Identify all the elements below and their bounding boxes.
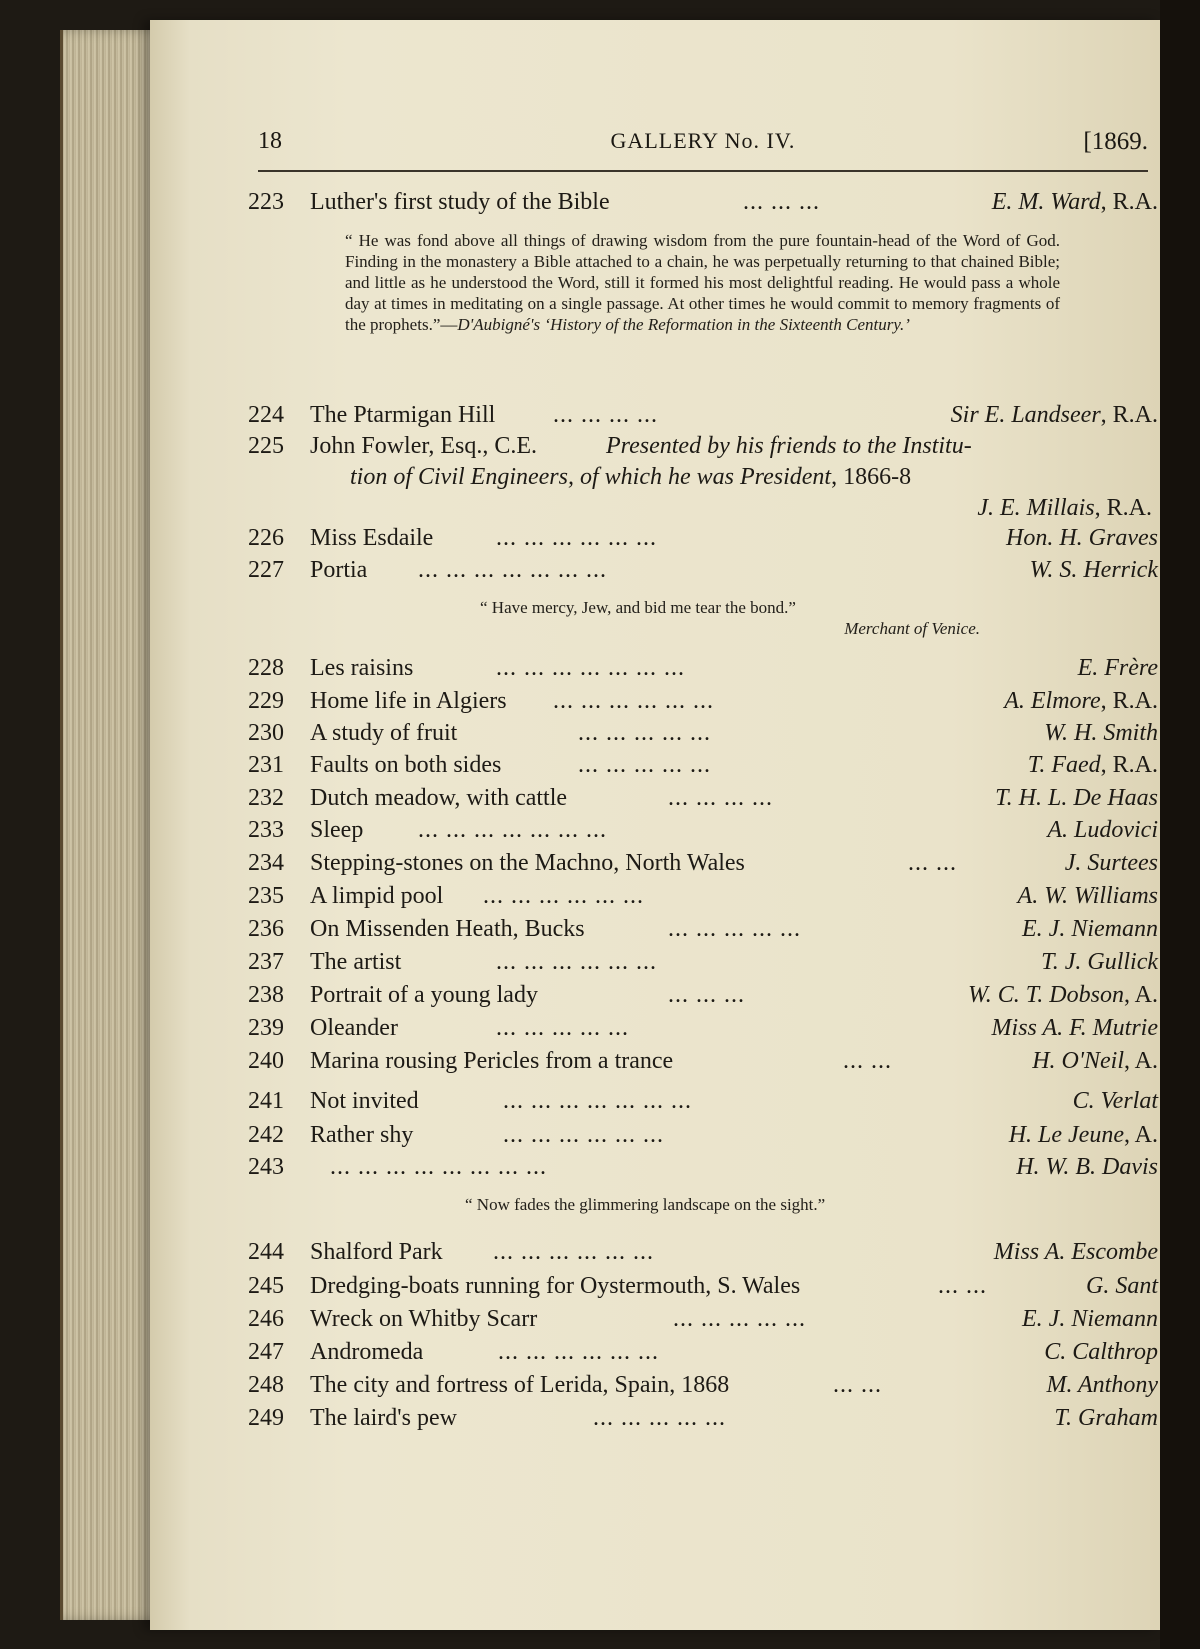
catalogue-entry [248,522,1158,554]
entry-artist: Miss A. F. Mutrie [991,1015,1158,1041]
entry-artist: H. O'Neil, A. [1032,1048,1158,1074]
entry-title: A limpid pool [310,883,444,909]
catalogue-entry [248,1119,1158,1151]
leader-dots: ... ... ... ... ... ... [498,1339,659,1365]
entry-title: A study of fruit [310,720,458,746]
entry-number: 233 [248,817,284,843]
quote-text: “ He was fond above all things of drawing wisdom from the pure fountain-head of the Word of God. Finding in the monastery a Bible attached to a chain, he was perpetually returning to that chained Bible; and little as he understood the Word, still it formed his most delightful reading. He would pass a whole day at times in meditating on a single passage. At other times he would commit to memory fragments of the prophets.”— [345,231,1060,334]
entry-artist: W. C. T. Dobson, A. [967,982,1158,1008]
entry-artist: Hon. H. Graves [1006,525,1158,551]
catalogue-entry [248,685,1158,717]
entry-title: Dredging-boats running for Oystermouth, S. Wales [310,1273,801,1299]
entry-artist: J. Surtees [1064,850,1158,876]
catalogue-entry [248,717,1158,749]
leader-dots: ... ... ... ... [668,785,773,811]
quote-source: D'Aubigné's ‘History of the Reformation in the Sixteenth Century.’ [457,315,910,334]
catalogue-entry [248,554,1158,586]
catalogue-entry [248,913,1158,945]
leader-dots: ... ... ... ... ... ... [493,1239,654,1265]
leader-dots: ... ... ... ... ... [668,916,801,942]
entry-title: Stepping-stones on the Machno, North Wales [310,850,745,876]
entry-title: Marina rousing Pericles from a trance [310,1048,674,1074]
entry-artist: C. Verlat [1072,1088,1158,1114]
entry-title: Dutch meadow, with cattle [310,785,568,811]
entry-title: Oleander [310,1015,398,1041]
luther-quote [345,230,1060,335]
entry-number: 224 [248,402,284,428]
entry-number: 223 [248,189,284,215]
entry-title: The Ptarmigan Hill [310,402,496,428]
entry-title: Les raisins [310,655,414,681]
entry-presentation-note: Presented by his friends to the Institu- [606,433,972,459]
entry-artist: A. W. Williams [1017,883,1158,909]
entry-title: Portia [310,557,368,583]
entry-title: The city and fortress of Lerida, Spain, 1868 [310,1372,730,1398]
entry-artist: C. Calthrop [1044,1339,1158,1365]
leader-dots: ... ... ... ... ... ... ... [503,1088,692,1114]
entry-title: On Missenden Heath, Bucks [310,916,585,942]
entry-artist: T. Faed, R.A. [1027,752,1158,778]
catalogue-entry [248,1369,1158,1401]
entry-title: Andromeda [310,1339,424,1365]
entry-artist: T. Graham [1054,1405,1158,1431]
catalogue-entry [248,1402,1158,1434]
catalogue-entry [248,749,1158,781]
entry-title: The laird's pew [310,1405,457,1431]
portia-quote [480,597,980,639]
catalogue-entry [248,880,1158,912]
catalogue-entry [248,1236,1158,1268]
entry-title: Luther's first study of the Bible [310,189,610,215]
entry-number: 245 [248,1273,284,1299]
entry-number: 235 [248,883,284,909]
entry-title: Miss Esdaile [310,525,434,551]
leader-dots: ... ... ... [668,982,745,1008]
catalogue-entry [248,399,1158,431]
book-binding-edge [1160,0,1200,1649]
page-number: 18 [258,128,282,154]
entry-number: 226 [248,525,284,551]
entry-number: 240 [248,1048,284,1074]
catalogue-entry [248,1270,1158,1302]
page-header [258,128,1148,164]
leader-dots: ... ... ... ... ... [496,1015,629,1041]
catalogue-entry [248,652,1158,684]
entry-title: Portrait of a young lady [310,982,538,1008]
entry-title: Faults on both sides [310,752,502,778]
leader-dots: ... ... ... ... ... ... ... [496,655,685,681]
entry-artist: Miss A. Escombe [993,1239,1158,1265]
catalogue-entry [248,1045,1158,1077]
entry-artist: A. Ludovici [1047,817,1158,843]
catalogue-entry [248,1085,1158,1117]
catalogue-entry [248,1336,1158,1368]
leader-dots: ... ... ... ... [553,402,658,428]
leader-dots: ... ... ... ... ... ... [553,688,714,714]
entry-artist: W. H. Smith [1044,720,1158,746]
entry-number: 234 [248,850,284,876]
entry-title: Home life in Algiers [310,688,507,714]
leader-dots: ... ... ... ... ... ... [483,883,644,909]
leader-dots: ... ... ... ... ... ... [496,525,657,551]
entry-number: 229 [248,688,284,714]
entry-artist: E. J. Niemann [1022,916,1158,942]
entry-artist: H. W. B. Davis [1016,1154,1158,1180]
leader-dots: ... ... [833,1372,882,1398]
entry-title: Sleep [310,817,364,843]
entry-number: 237 [248,949,284,975]
leader-dots: ... ... ... ... ... ... ... [418,557,607,583]
entry-number: 231 [248,752,284,778]
catalogue-entry [248,1151,1158,1183]
entry-artist: Sir E. Landseer, R.A. [950,402,1158,428]
entry-artist: E. M. Ward, R.A. [991,189,1158,215]
entry-number: 247 [248,1339,284,1365]
catalogue-entry [248,430,1158,462]
entry-artist: E. Frère [1077,655,1158,681]
leader-dots: ... ... ... ... ... ... ... ... [330,1154,547,1180]
leader-dots: ... ... ... ... ... [578,720,711,746]
entry-artist: J. E. Millais, R.A. [977,495,1152,521]
leader-dots: ... ... [843,1048,892,1074]
entry-number: 228 [248,655,284,681]
entry-number: 238 [248,982,284,1008]
leader-dots: ... ... ... [743,189,820,215]
entry-title: Wreck on Whitby Scarr [310,1306,538,1332]
entry-number: 241 [248,1088,284,1114]
entry-title: Not invited [310,1088,419,1114]
entry-number: 244 [248,1239,284,1265]
entry-title: Rather shy [310,1122,414,1148]
entry-artist: G. Sant [1086,1273,1158,1299]
entry-number: 227 [248,557,284,583]
leader-dots: ... ... [908,850,957,876]
catalogue-entry [248,1012,1158,1044]
catalogue-entry [248,1303,1158,1335]
entry-artist: T. J. Gullick [1041,949,1158,975]
page-title: GALLERY No. IV. [610,128,796,153]
leader-dots: ... ... ... ... ... [578,752,711,778]
entry-artist: W. S. Herrick [1029,557,1158,583]
leader-dots: ... ... [938,1273,987,1299]
leader-dots: ... ... ... ... ... ... [496,949,657,975]
entry-artist: E. J. Niemann [1022,1306,1158,1332]
entry-title: John Fowler, Esq., C.E. [310,433,538,459]
catalogue-entry [248,979,1158,1011]
leader-dots: ... ... ... ... ... ... ... [418,817,607,843]
leader-dots: ... ... ... ... ... [673,1306,806,1332]
entry-number: 246 [248,1306,284,1332]
catalogue-entry [248,847,1158,879]
entry-number: 248 [248,1372,284,1398]
entry-continuation: tion of Civil Engineers, of which he was President, 1866-8 [350,464,912,490]
entry-number: 249 [248,1405,284,1431]
leader-dots: ... ... ... ... ... ... [503,1122,664,1148]
entry-number: 243 [248,1154,284,1180]
entry-number: 225 [248,433,284,459]
entry-number: 230 [248,720,284,746]
catalogue-entry [248,186,1158,218]
page-year: [1869. [1083,128,1148,155]
catalogue-entry [248,782,1158,814]
entry-title: The artist [310,949,402,975]
davis-quote [465,1194,985,1215]
entry-artist: A. Elmore, R.A. [1004,688,1158,714]
entry-artist: M. Anthony [1046,1372,1158,1398]
catalogue-entry [248,946,1158,978]
entry-artist: T. H. L. De Haas [995,785,1158,811]
quote-text: “ Now fades the glimmering landscape on the sight.” [465,1195,826,1214]
entry-title: Shalford Park [310,1239,443,1265]
leader-dots: ... ... ... ... ... [593,1405,726,1431]
catalogue-entry [248,814,1158,846]
header-rule [258,170,1148,172]
entry-number: 236 [248,916,284,942]
quote-source: Merchant of Venice. [844,619,980,638]
entry-number: 232 [248,785,284,811]
entry-number: 239 [248,1015,284,1041]
entry-number: 242 [248,1122,284,1148]
entry-artist: H. Le Jeune, A. [1008,1122,1158,1148]
quote-text: “ Have mercy, Jew, and bid me tear the bond.” [480,598,796,617]
